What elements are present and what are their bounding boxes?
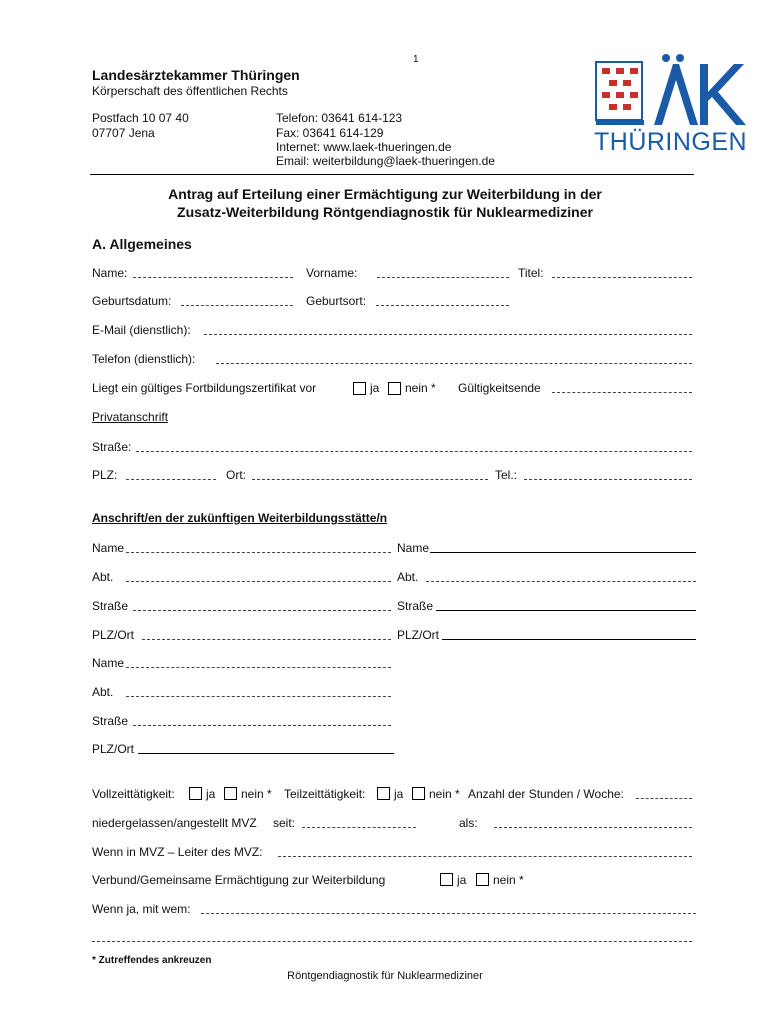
seit-field[interactable]: [302, 817, 416, 828]
wb2-name-label: Name: [397, 541, 430, 555]
zertifikat-nein-checkbox[interactable]: [388, 382, 401, 395]
wb3-plzort-label: PLZ/Ort: [92, 742, 135, 756]
zertifikat-ja-label: ja: [370, 381, 380, 395]
org-name: Landesärztekammer Thüringen: [92, 67, 300, 83]
wb3-plzort-field[interactable]: [138, 743, 394, 754]
name-label: Name:: [92, 266, 128, 280]
titel-label: Titel:: [518, 266, 544, 280]
geburtsort-label: Geburtsort:: [306, 294, 367, 308]
wb1-abt-label: Abt.: [92, 570, 114, 584]
wb1-abt-field[interactable]: [126, 571, 391, 582]
form-title-line-1: Antrag auf Erteilung einer Ermächtigung zur Weiterbildung in der: [168, 186, 602, 202]
mvz-label: niedergelassen/angestellt MVZ: [92, 816, 257, 830]
wb1-plzort-field[interactable]: [142, 629, 391, 640]
wb2-name-field[interactable]: [430, 542, 696, 553]
verbund-ja-checkbox[interactable]: [440, 873, 453, 886]
name-field[interactable]: [133, 267, 293, 278]
verbund-nein-label: nein *: [493, 873, 524, 887]
wb3-name-field[interactable]: [126, 657, 391, 668]
form-title-line-2: Zusatz-Weiterbildung Röntgendiagnostik für Nuklearmediziner: [177, 204, 593, 220]
laek-logo: [588, 50, 748, 160]
vollzeit-ja-label: ja: [206, 787, 216, 801]
vollzeit-nein-checkbox[interactable]: [224, 787, 237, 800]
stunden-field[interactable]: [636, 788, 692, 799]
vollzeit-nein-label: nein *: [241, 787, 272, 801]
logo-subtitle: THÜRINGEN: [594, 128, 748, 156]
tel-label: Tel.:: [495, 468, 518, 482]
wennja-label: Wenn ja, mit wem:: [92, 902, 191, 916]
verbund-nein-checkbox[interactable]: [476, 873, 489, 886]
seit-label: seit:: [273, 816, 296, 830]
tel-field[interactable]: [524, 469, 692, 480]
telefon-label: Telefon (dienstlich):: [92, 352, 196, 366]
plz-field[interactable]: [126, 469, 216, 480]
geburtsdatum-label: Geburtsdatum:: [92, 294, 172, 308]
wb2-strasse-label: Straße: [397, 599, 434, 613]
section-a-heading: A. Allgemeines: [92, 236, 192, 252]
wb1-name-field[interactable]: [126, 542, 391, 553]
teilzeit-ja-checkbox[interactable]: [377, 787, 390, 800]
wb2-abt-label: Abt.: [397, 570, 419, 584]
teilzeit-ja-label: ja: [394, 787, 404, 801]
zertifikat-nein-label: nein *: [405, 381, 436, 395]
vollzeit-label: Vollzeittätigkeit:: [92, 787, 175, 801]
leiter-label: Wenn in MVZ – Leiter des MVZ:: [92, 845, 263, 859]
contact-internet: Internet: www.laek-thueringen.de: [276, 140, 452, 154]
wb1-strasse-field[interactable]: [133, 600, 391, 611]
zertifikat-ja-checkbox[interactable]: [353, 382, 366, 395]
contact-fax: Fax: 03641 614-129: [276, 126, 384, 140]
wennja-field-line-1[interactable]: [201, 903, 696, 914]
wb3-strasse-label: Straße: [92, 714, 129, 728]
page-footer: Röntgendiagnostik für Nuklearmediziner: [287, 970, 483, 982]
postal-city: 07707 Jena: [92, 126, 155, 140]
wennja-field-line-2[interactable]: [92, 931, 692, 942]
telefon-field[interactable]: [216, 353, 692, 364]
wb3-abt-field[interactable]: [126, 686, 391, 697]
teilzeit-nein-label: nein *: [429, 787, 460, 801]
wb2-plzort-label: PLZ/Ort: [397, 628, 440, 642]
stunden-label: Anzahl der Stunden / Woche:: [468, 787, 624, 801]
weiterbildungsstaette-heading: Anschrift/en der zukünftigen Weiterbildungsstätte/n: [92, 511, 388, 525]
wb3-abt-label: Abt.: [92, 685, 114, 699]
contact-phone: Telefon: 03641 614-123: [276, 111, 403, 125]
als-field[interactable]: [494, 817, 692, 828]
zertifikat-label: Liegt ein gültiges Fortbildungszertifikat vor: [92, 381, 317, 395]
wb1-name-label: Name: [92, 541, 125, 555]
verbund-label: Verbund/Gemeinsame Ermächtigung zur Weiterbildung: [92, 873, 386, 887]
wb1-strasse-label: Straße: [92, 599, 129, 613]
vollzeit-ja-checkbox[interactable]: [189, 787, 202, 800]
email-label: E-Mail (dienstlich):: [92, 323, 191, 337]
footnote: * Zutreffendes ankreuzen: [92, 955, 212, 966]
header-divider: [90, 174, 694, 175]
gueltigkeitsende-label: Gültigkeitsende: [458, 381, 541, 395]
org-subtitle: Körperschaft des öffentlichen Rechts: [92, 84, 288, 98]
leiter-field[interactable]: [278, 846, 692, 857]
email-field[interactable]: [204, 324, 692, 335]
titel-field[interactable]: [552, 267, 692, 278]
strasse-field[interactable]: [136, 441, 692, 452]
plz-label: PLZ:: [92, 468, 118, 482]
wb3-name-label: Name: [92, 656, 125, 670]
postal-address: Postfach 10 07 40: [92, 111, 189, 125]
wb3-strasse-field[interactable]: [133, 715, 391, 726]
vorname-field[interactable]: [377, 267, 509, 278]
wb2-abt-field[interactable]: [426, 571, 696, 582]
gueltigkeitsende-field[interactable]: [552, 382, 692, 393]
wb2-strasse-field[interactable]: [436, 600, 696, 611]
geburtsort-field[interactable]: [376, 295, 509, 306]
privatanschrift-heading: Privatanschrift: [92, 410, 169, 424]
als-label: als:: [459, 816, 478, 830]
teilzeit-nein-checkbox[interactable]: [412, 787, 425, 800]
wb1-plzort-label: PLZ/Ort: [92, 628, 135, 642]
page-number: 1: [413, 54, 419, 65]
vorname-label: Vorname:: [306, 266, 358, 280]
teilzeit-label: Teilzeittätigkeit:: [284, 787, 366, 801]
contact-email: Email: weiterbildung@laek-thueringen.de: [276, 154, 495, 168]
ort-field[interactable]: [252, 469, 488, 480]
geburtsdatum-field[interactable]: [181, 295, 293, 306]
strasse-label: Straße:: [92, 440, 132, 454]
verbund-ja-label: ja: [457, 873, 467, 887]
ort-label: Ort:: [226, 468, 246, 482]
wb2-plzort-field[interactable]: [442, 629, 696, 640]
